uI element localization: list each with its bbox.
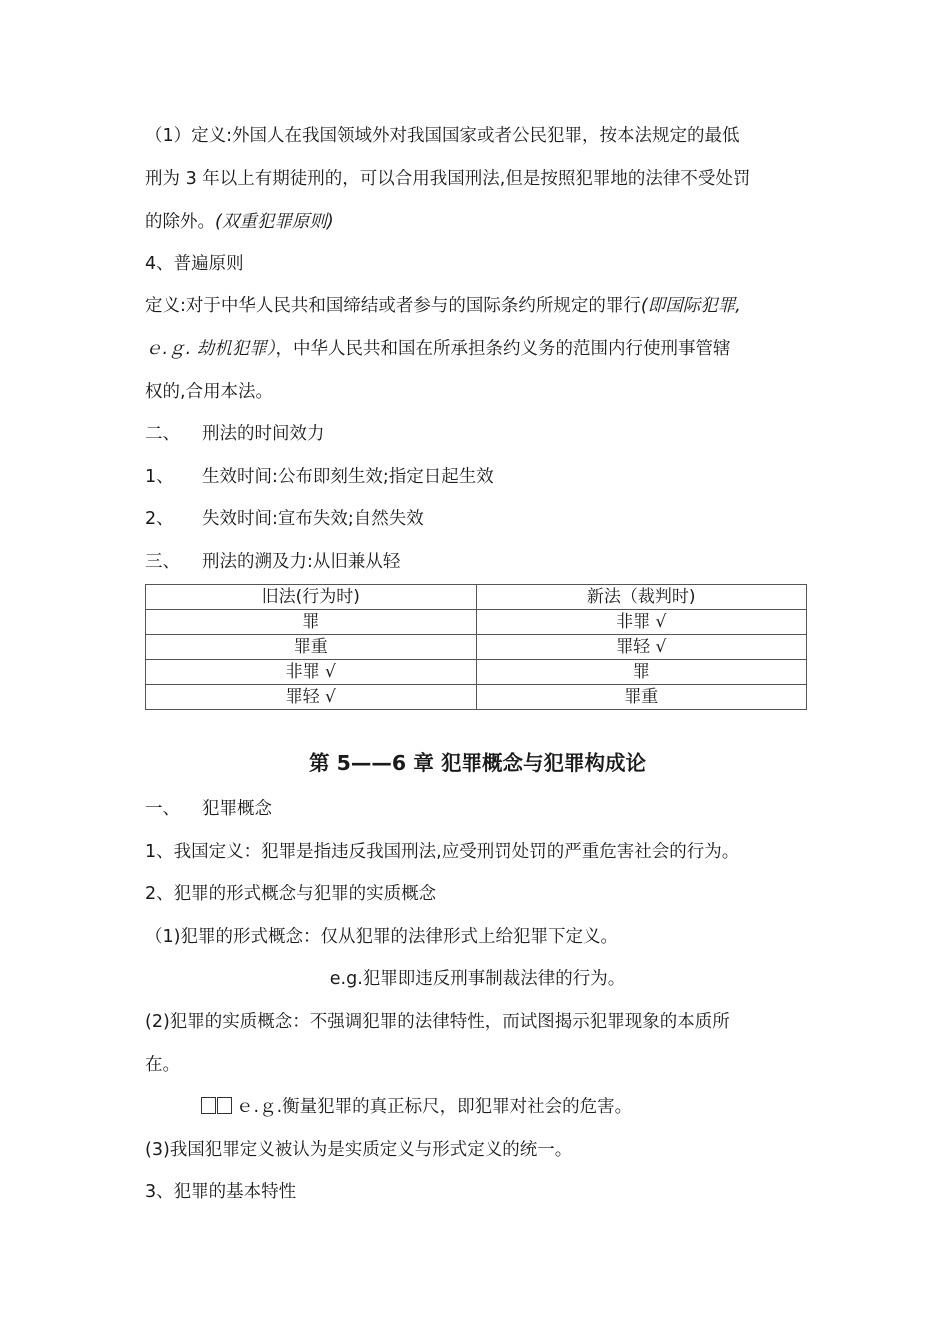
crime-concept-heading-text: 犯罪概念 [202,799,272,819]
crime-def2: 2、犯罪的形式概念与犯罪的实质概念 [145,884,437,904]
section4-line1-text: 定义:对于中华人民共和国缔结或者参与的国际条约所规定的罪行 [145,296,641,316]
crime-concept-heading-num: 一、 [145,799,180,819]
time-effect-item2-text: 失效时间:宣布失效;自然失效 [202,509,424,529]
section4-line2-text: ，中华人民共和国在所承担条约义务的范围内行使刑事管辖 [275,339,731,359]
section4-heading: 4、普遍原则 [145,254,244,274]
retro-heading-num: 三、 [145,552,180,572]
intl-crime-note: (即国际犯罪, [640,296,741,316]
material-example [201,1095,811,1119]
para1-line3-text: 的除外。 [145,212,215,232]
time-effect-item1-num: 1、 [145,467,174,487]
time-effect-heading [145,422,810,446]
crime-def1: 1、我国定义：犯罪是指违反我国刑法,应受刑罚处罚的严重危害社会的行为。 [145,842,740,862]
table-cell: 非罪 √ [146,660,477,685]
hijack-example: ｅ.ｇ. 劫机犯罪） [145,339,276,359]
formal-example: e.g.犯罪即违反刑事制裁法律的行为。 [329,969,626,989]
basic-features-heading: 3、犯罪的基本特性 [145,1182,297,1202]
time-effect-item2-num: 2、 [145,509,174,529]
table-cell: 罪重 [146,635,477,660]
table-cell: 罪轻 √ [146,685,477,710]
time-effect-heading-num: 二、 [145,424,180,444]
table-cell: 罪 [476,660,807,685]
table-header-new-law: 新法（裁判时) [476,585,807,610]
missing-glyph-icon [201,1097,216,1114]
table-row [146,660,807,685]
missing-glyph-icon [217,1097,232,1114]
time-effect-heading-text: 刑法的时间效力 [202,424,325,444]
table-cell: 罪轻 √ [476,635,807,660]
chapter-title: 第 5——6 章 犯罪概念与犯罪构成论 [309,751,646,775]
unity-statement: (3)我国犯罪定义被认为是实质定义与形式定义的统一。 [145,1140,573,1160]
section4-line1 [145,294,810,318]
material-concept-line1: (2)犯罪的实质概念：不强调犯罪的法律特性，而试图揭示犯罪现象的本质所 [145,1012,730,1032]
retro-heading [145,550,810,574]
crime-concept-heading [145,797,810,821]
retro-heading-text: 刑法的溯及力:从旧兼从轻 [202,552,401,572]
table-header-old-law: 旧法(行为时) [146,585,477,610]
section4-line3: 权的,合用本法。 [145,382,274,402]
double-criminality-note: (双重犯罪原则) [215,212,334,232]
table-header-row [146,585,807,610]
table-cell: 非罪 √ [476,610,807,635]
time-effect-item1 [145,465,810,489]
table-row [146,635,807,660]
time-effect-item2 [145,507,810,531]
table-cell: 罪 [146,610,477,635]
material-example-text: ｅ.ｇ.衡量犯罪的真正标尺，即犯罪对社会的危害。 [236,1097,633,1117]
formal-concept: （1)犯罪的形式概念：仅从犯罪的法律形式上给犯罪下定义。 [145,927,618,947]
table-row [146,685,807,710]
time-effect-item1-text: 生效时间:公布即刻生效;指定日起生效 [202,467,494,487]
material-concept-line2: 在。 [145,1055,180,1075]
retroactivity-table [145,584,807,710]
para1-line2: 刑为 3 年以上有期徒刑的，可以合用我国刑法,但是按照犯罪地的法律不受处罚 [145,169,751,189]
section4-line2 [145,337,810,361]
para1-line3 [145,210,810,234]
table-row [146,610,807,635]
para1-line1: （1）定义:外国人在我国领域外对我国国家或者公民犯罪，按本法规定的最低 [145,126,740,146]
table-cell: 罪重 [476,685,807,710]
